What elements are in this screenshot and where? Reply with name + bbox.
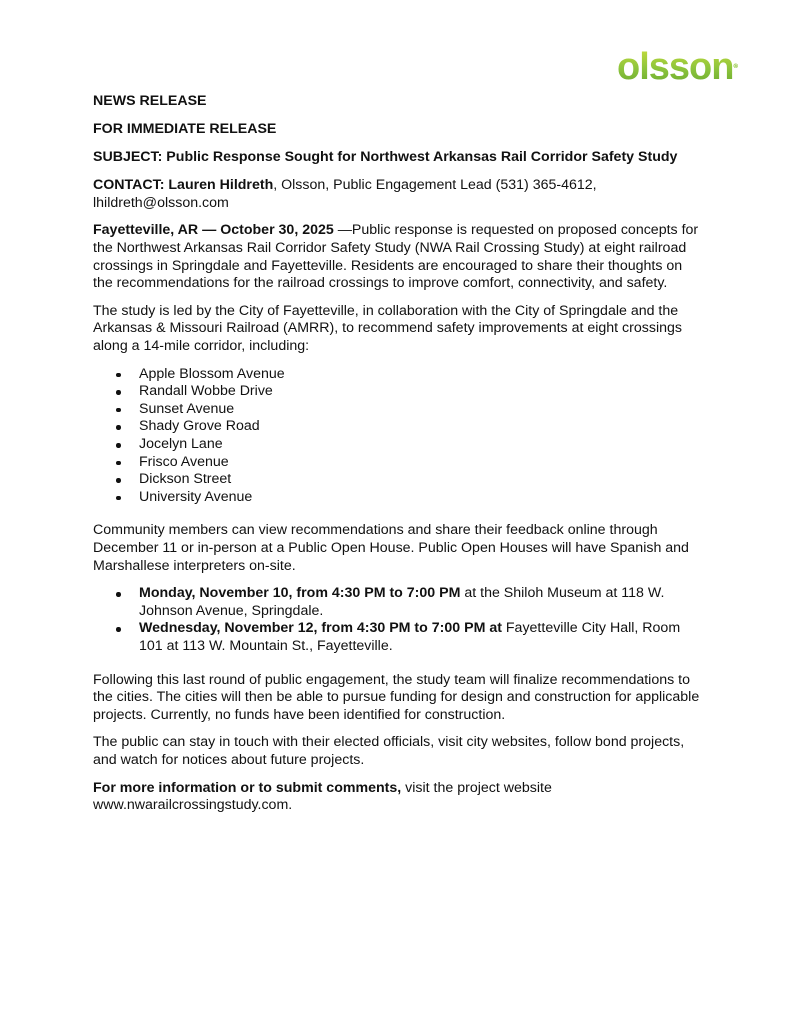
- event-datetime: Monday, November 10, from 4:30 PM to 7:00 PM: [139, 585, 461, 602]
- study-paragraph: The study is led by the City of Fayetteville, in collaboration with the City of Springdale and the Arkansas & Missouri Railroad (AMRR), to recommend safety improvements at eight crossings along a 14-mile corridor, including:: [93, 302, 682, 355]
- list-item: Jocelyn Lane: [93, 436, 703, 454]
- closing-paragraph: [93, 780, 703, 815]
- open-house-list: [93, 585, 703, 655]
- next-steps-paragraph: Following this last round of public engagement, the study team will finalize recommendations to the cities. The cities will then be able to pursue funding for design and construction for applicable projects. Currently, no funds have been identified for construction.: [93, 671, 700, 723]
- registered-mark: ®: [733, 64, 738, 70]
- closing-text: visit the project website: [401, 779, 552, 796]
- list-item: Shady Grove Road: [93, 418, 703, 436]
- closing-bold: For more information or to submit comments,: [93, 779, 402, 796]
- stay-in-touch-paragraph: The public can stay in touch with their elected officials, visit city websites, follow bond projects, and watch for notices about future projects.: [93, 734, 685, 768]
- list-item: Sunset Avenue: [93, 401, 703, 419]
- project-website-link[interactable]: www.nwarailcrossingstudy.com.: [93, 797, 293, 814]
- event-location: Fayetteville City Hall, Room 101 at 113 W. Mountain St., Fayetteville.: [139, 620, 681, 654]
- intro-paragraph: [93, 222, 703, 292]
- list-item: Apple Blossom Avenue: [93, 366, 703, 384]
- event-location: at the Shiloh Museum at 118 W. Johnson Avenue, Springdale.: [139, 585, 665, 619]
- olsson-logo: [617, 48, 738, 86]
- press-release-body: [93, 93, 703, 825]
- open-house-item: [93, 585, 703, 620]
- immediate-release-label: FOR IMMEDIATE RELEASE: [93, 121, 277, 138]
- list-item: Dickson Street: [93, 471, 703, 489]
- contact-details: , Olsson, Public Engagement Lead (531) 365-4612,: [273, 177, 597, 194]
- list-item: University Avenue: [93, 489, 703, 507]
- subject-line: SUBJECT: Public Response Sought for Northwest Arkansas Rail Corridor Safety Study: [93, 149, 678, 166]
- contact-label: CONTACT: Lauren Hildreth: [93, 177, 274, 194]
- intro-text: —Public response is requested on proposed concepts for the Northwest Arkansas Rail Corridor Safety Study (NWA Rail Crossing Study) at eight railroad crossings in Springdale and Fayetteville. Residents are encouraged to share their thoughts on the recommendations for the railroad crossings to improve comfort, connectivity, and safety.: [93, 222, 699, 292]
- crossings-list: [93, 366, 703, 507]
- open-house-item: [93, 620, 703, 655]
- list-item: Frisco Avenue: [93, 454, 703, 472]
- event-datetime: Wednesday, November 12, from 4:30 PM to 7:00 PM at: [139, 620, 502, 637]
- logo-text: olsson: [617, 46, 734, 88]
- contact-email[interactable]: lhildreth@olsson.com: [93, 194, 229, 211]
- community-paragraph: Community members can view recommendations and share their feedback online through December 11 or in-person at a Public Open House. Public Open Houses will have Spanish and Marshallese interpreters on-site.: [93, 522, 689, 574]
- dateline: Fayetteville, AR — October 30, 2025: [93, 222, 334, 239]
- contact-block: [93, 177, 703, 212]
- news-release-label: NEWS RELEASE: [93, 93, 207, 109]
- list-item: Randall Wobbe Drive: [93, 383, 703, 401]
